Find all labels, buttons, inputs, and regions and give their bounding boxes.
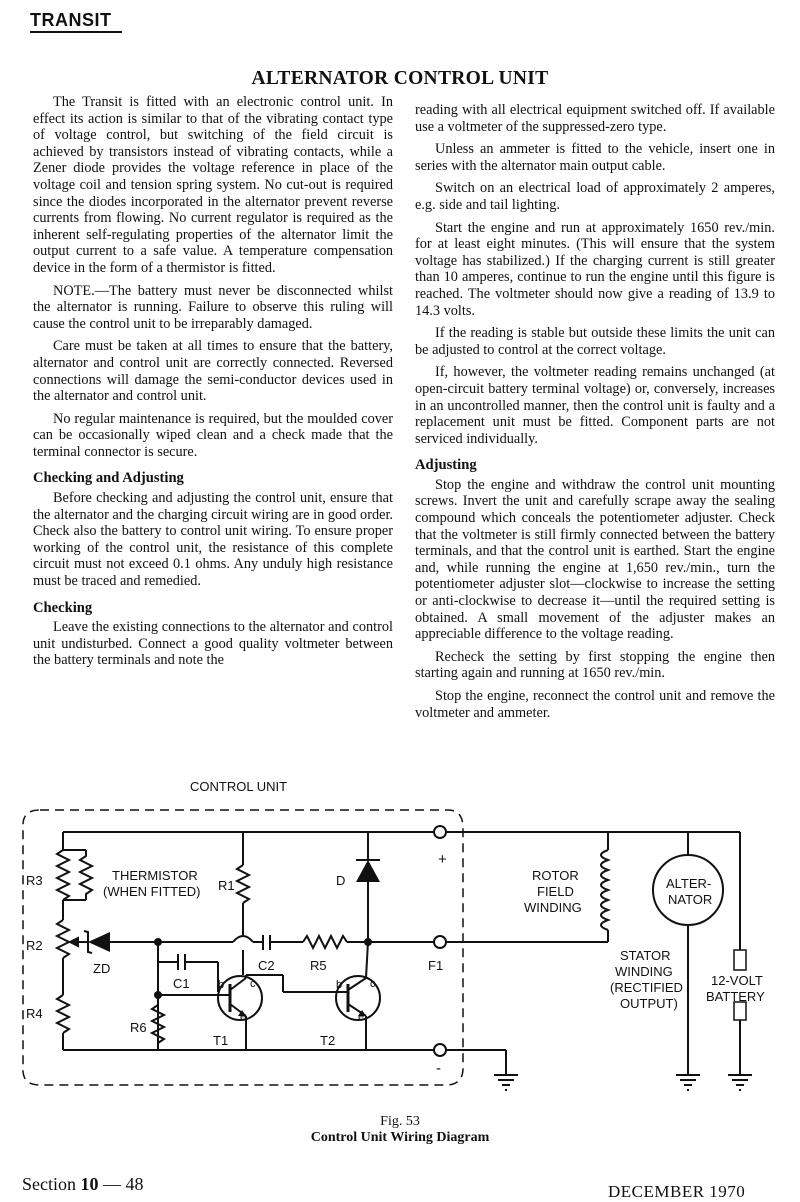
c2-label: C2 <box>258 958 275 973</box>
resistor-r3 <box>57 850 69 900</box>
adjusting-paragraph: Stop the engine and withdraw the control unit mounting screws. Invert the unit and carefully scrape away the sealing compound which conceals the potentiometer adjuster. Check that the voltmeter is still firmly connected between the battery terminals, and that the control unit is earthed. Start the engine and, while running the engine at 1,650 rev./min., turn the potentiometer adjuster slot—clockwise to increase the setting or anti-clockwise to decrease it—until the required setting is obtained. A small movement of the adjuster makes an appreciable difference to the voltage reading. <box>415 476 775 643</box>
figure-caption: Control Unit Wiring Diagram <box>310 1130 490 1145</box>
maintenance-paragraph: No regular maintenance is required, but the moulded cover can be occasionally wiped clean and a check made that the terminal connector is secure. <box>33 410 393 460</box>
d-label: D <box>336 873 346 888</box>
footer-date: DECEMBER 1970 <box>608 1182 746 1201</box>
t1-emitter-label: e <box>240 1011 247 1023</box>
start-paragraph: Start the engine and run at approximately 1650 rev./min. for at least eight minutes. (This will ensure that the system voltage has stabilized.) If the charging current is still greater than 10 amperes, continue to run the engine until this figure is reached. The voltmeter should now give a reading of 13.9 to 14.3 volts. <box>415 219 775 319</box>
r1-label: R1 <box>218 878 235 893</box>
resistor-r2 <box>57 920 69 958</box>
earth-symbol-3 <box>728 1075 752 1090</box>
r3-label: R3 <box>26 873 43 888</box>
stator-label-2: WINDING <box>615 964 673 979</box>
intro-paragraph: The Transit is fitted with an electronic control unit. In effect its action is similar to that of the vibrating contact type of voltage control, but switching of the field circuit is achieved by transistors instead of vibrating contacts, while a Zener diode provides the voltage reference in place of the voltage coil and tension spring system. No cut-out is required since the diodes incorporated in the alternator prevent reverse currents from flowing. No current regulator is required as the inherent self-regulating properties of the alternator limit the output current to a safe value. A temperature compensation device in the form of a thermistor is fitted. <box>33 94 393 276</box>
resistor-r4 <box>57 995 69 1033</box>
r2-label: R2 <box>26 938 43 953</box>
rotor-label-1: ROTOR <box>532 868 579 883</box>
figure-number: Fig. 53 <box>380 1114 420 1129</box>
left-column <box>33 94 393 675</box>
checking-adjusting-heading: Checking and Adjusting <box>33 470 184 487</box>
thermistor-label-2: (WHEN FITTED) <box>103 884 201 899</box>
t2-collector-label: c <box>370 978 376 990</box>
adjusting-heading: Adjusting <box>415 457 477 474</box>
zd-label: ZD <box>93 961 111 976</box>
r5-label: R5 <box>310 958 327 973</box>
battery-label-2: BATTERY <box>706 989 765 1004</box>
t1-base-label: b <box>218 979 225 991</box>
footer-section-page: — 48 <box>103 1174 144 1194</box>
t1-collector-label: c <box>250 978 256 990</box>
t1-label: T1 <box>213 1033 229 1048</box>
right-column <box>415 102 775 727</box>
wiring-diagram <box>18 770 788 1115</box>
recheck-paragraph: Recheck the setting by first stopping the engine then starting again and running at 1650 rev./min. <box>415 648 775 682</box>
stator-label-4: OUTPUT) <box>620 996 678 1011</box>
rotor-field-winding <box>601 850 608 930</box>
terminal-minus-label: - <box>436 1060 441 1077</box>
c1-label: C1 <box>173 976 190 991</box>
thermistor-label-1: THERMISTOR <box>112 868 198 883</box>
rotor-label-2: FIELD <box>537 884 574 899</box>
battery-label-1: 12-VOLT <box>711 973 763 988</box>
r4-label: R4 <box>26 1006 43 1021</box>
t2-label: T2 <box>320 1033 336 1048</box>
alternator-label-1: ALTER- <box>666 876 712 891</box>
terminal-plus-label: + <box>438 851 447 868</box>
footer-section-prefix: Section <box>22 1174 76 1194</box>
earth-symbol-2 <box>676 1075 700 1090</box>
battery <box>734 950 746 970</box>
t2-base-label: b <box>336 979 343 991</box>
faulty-paragraph: If, however, the voltmeter reading remains unchanged (at open-circuit battery terminal voltage) or, conversely, increases in an uncontrolled manner, then the control unit is faulty and a replacement unit must be fitted. Component parts are not serviced individually. <box>415 364 775 447</box>
footer-section <box>22 1174 144 1195</box>
thermistor <box>80 850 92 900</box>
diode-d <box>356 860 380 882</box>
load-paragraph: Switch on an electrical load of approximately 2 amperes, e.g. side and tail lighting. <box>415 180 775 213</box>
terminal-plus <box>434 826 446 838</box>
t2-emitter-label: e <box>358 1011 365 1023</box>
page-title: ALTERNATOR CONTROL UNIT <box>251 68 549 89</box>
header-rule <box>30 31 122 33</box>
terminal-f1 <box>434 936 446 948</box>
terminal-f1-label: F1 <box>428 958 444 973</box>
zener-diode <box>88 932 110 952</box>
resistor-r5 <box>303 936 347 948</box>
footer-section-number: 10 <box>80 1174 99 1194</box>
checking-paragraph: Leave the existing connections to the alternator and control unit undisturbed. Connect a good quality voltmeter between the battery terminals and note the <box>33 619 393 669</box>
ammeter-paragraph: Unless an ammeter is fitted to the vehicle, insert one in series with the alternator main output cable. <box>415 141 775 174</box>
note-paragraph: NOTE.—The battery must never be disconnected whilst the alternator is running. Failure to observe this ruling will cause the control unit to be irreparably damaged. <box>33 282 393 332</box>
r6-label: R6 <box>130 1020 147 1035</box>
continued-paragraph: reading with all electrical equipment switched off. If available use a voltmeter of the suppressed-zero type. <box>415 102 775 135</box>
header-label: TRANSIT <box>30 10 112 30</box>
care-paragraph: Care must be taken at all times to ensure that the battery, alternator and control unit are correctly connected. Reversed connections will damage the semi-conductor devices used in the alternator and control unit. <box>33 338 393 405</box>
rotor-label-3: WINDING <box>524 900 582 915</box>
checking-adjusting-paragraph: Before checking and adjusting the control unit, ensure that the alternator and the charging circuit wiring are in good order. Check also the battery to control unit wiring. To ensure proper working of the control unit, the resistance of this complete circuit must not exceed 0.1 ohms. Any unduly high resistance must be traced and remedied. <box>33 490 393 590</box>
alternator-label-2: NATOR <box>668 892 713 907</box>
stop-paragraph: Stop the engine, reconnect the control unit and remove the voltmeter and ammeter. <box>415 688 775 721</box>
terminal-minus <box>434 1044 446 1056</box>
checking-heading: Checking <box>33 599 93 616</box>
stator-label-1: STATOR <box>620 948 671 963</box>
resistor-r1 <box>237 865 249 903</box>
earth-symbol-1 <box>494 1075 518 1090</box>
control-unit-label: CONTROL UNIT <box>190 779 288 794</box>
stator-label-3: (RECTIFIED <box>610 980 683 995</box>
stable-paragraph: If the reading is stable but outside these limits the unit can be adjusted to control at the correct voltage. <box>415 325 775 358</box>
